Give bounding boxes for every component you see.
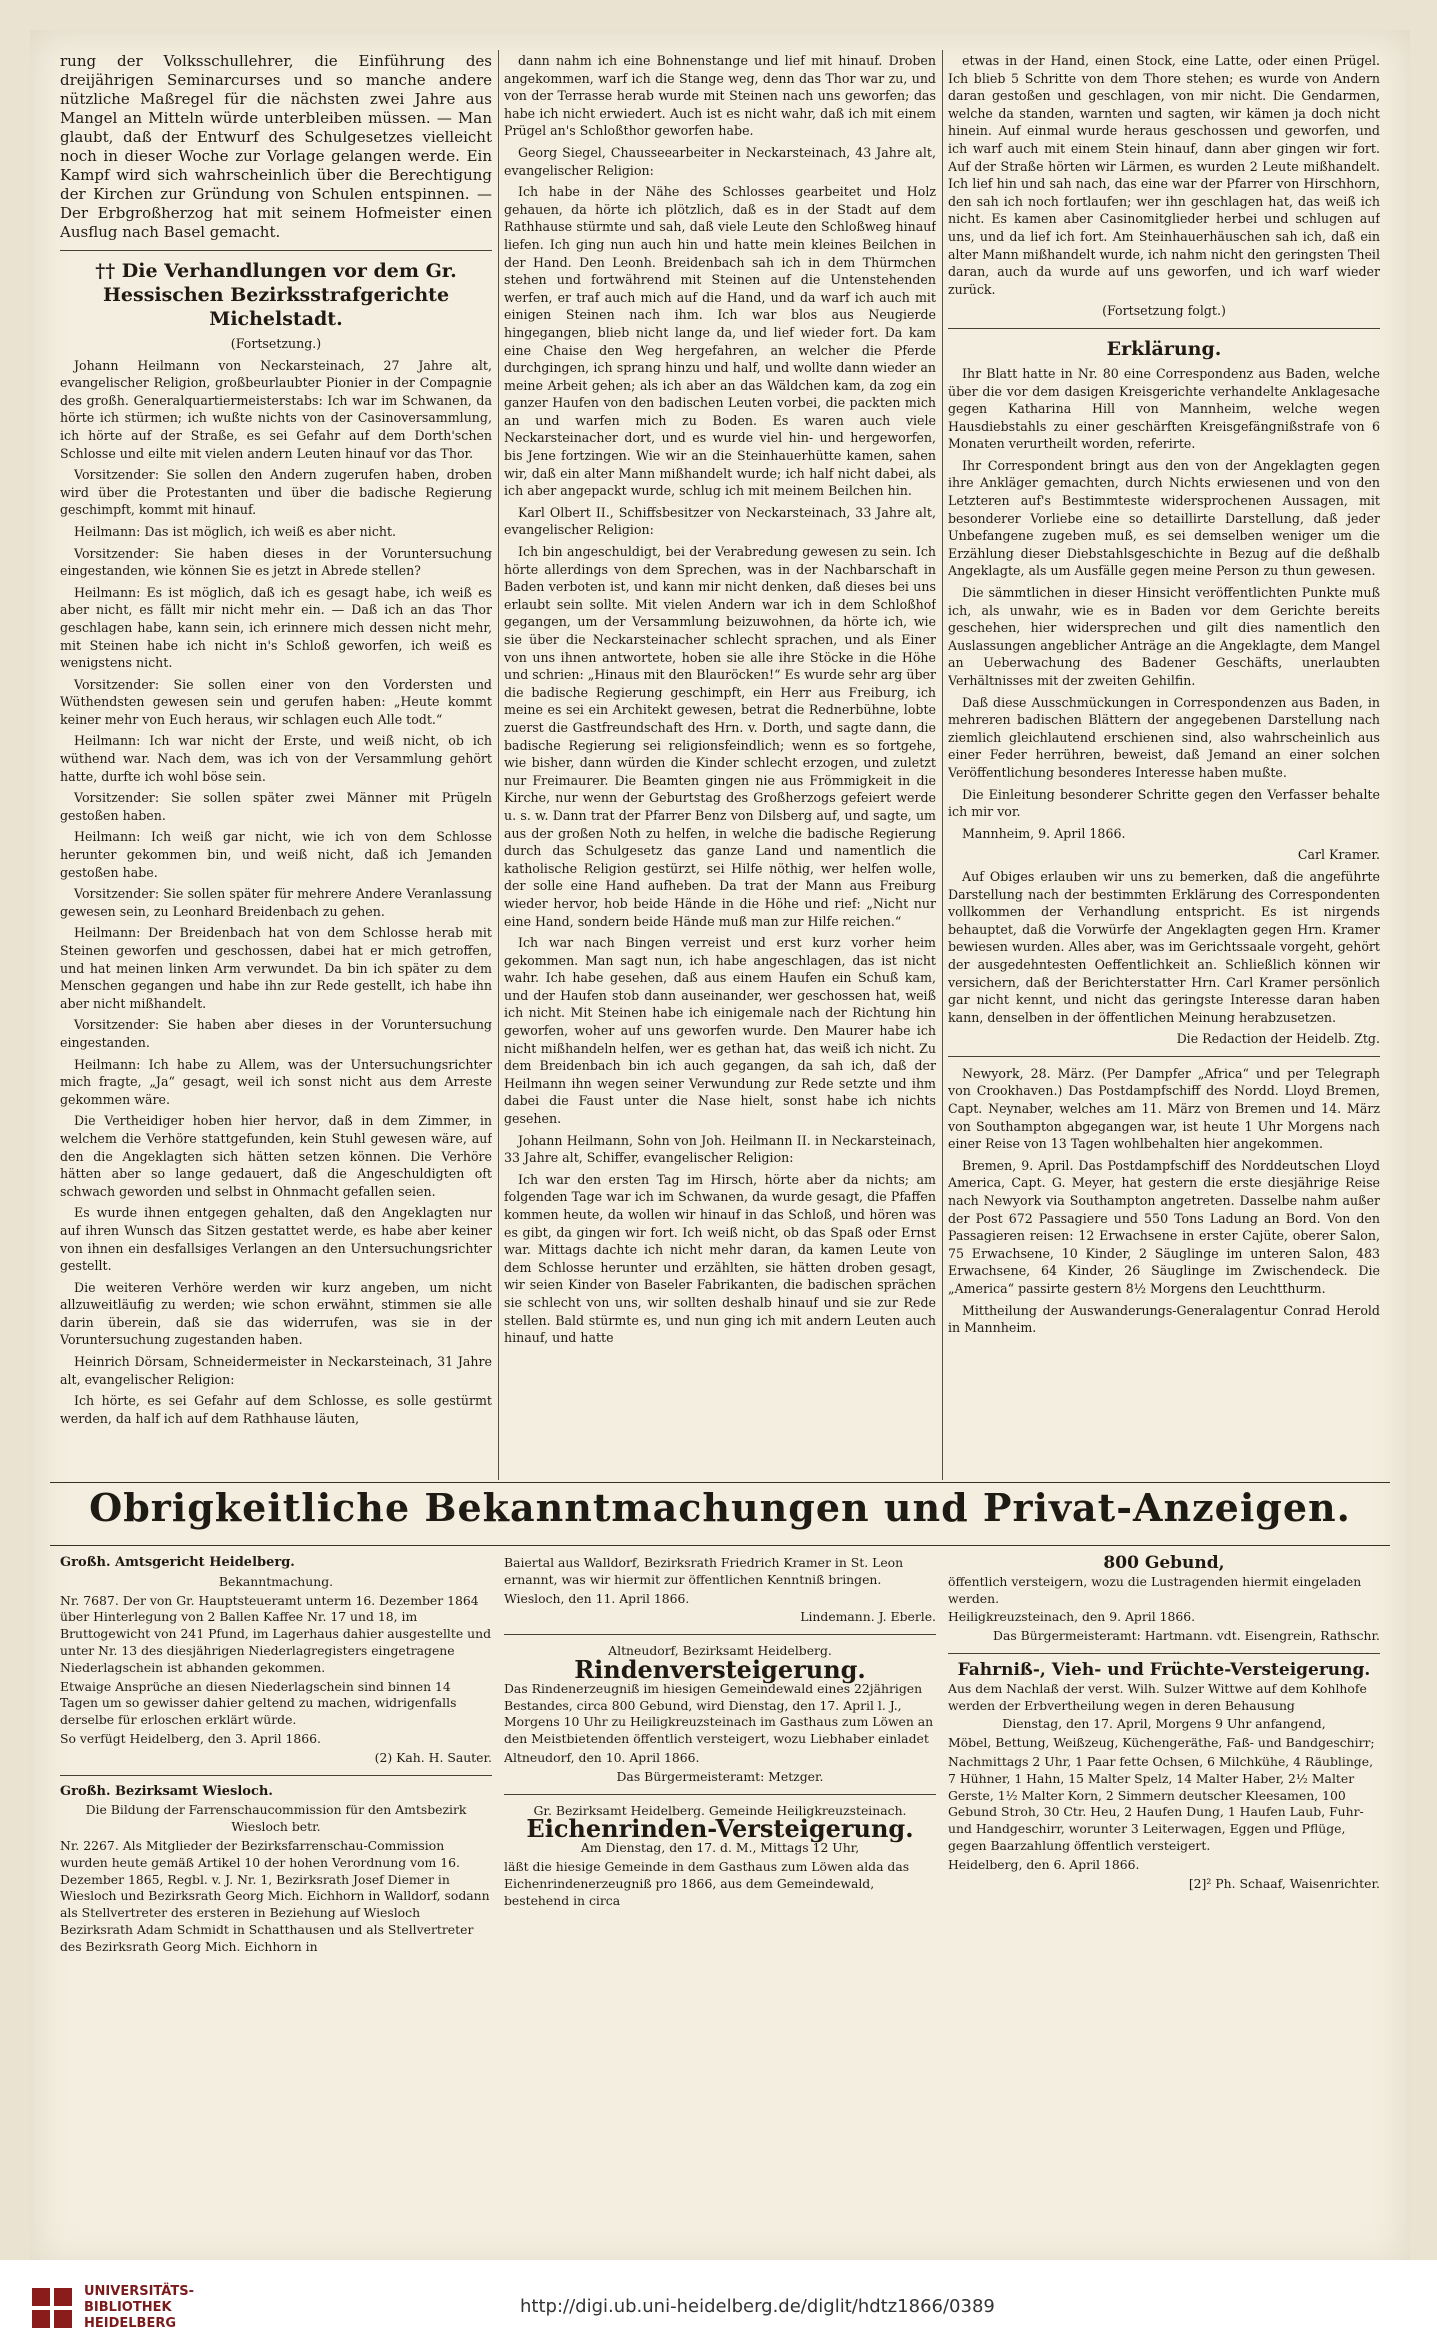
paragraph: Heilmann: Der Breidenbach hat von dem Schlosse herab mit Steinen geworfen und geschossen, dabei hat er mich getroffen, und hat meinen linken Arm verwundet. Da bin ich später zu dem Menschen gegangen und habe ihn zur Rede gestellt, ich habe ihn aber nicht mißhandelt. <box>60 925 492 1011</box>
notice-title: Rindenversteigerung. <box>574 1654 866 1684</box>
notice-signature: (2) Kah. H. Sauter. <box>374 1749 492 1765</box>
paragraph: Ich hörte, es sei Gefahr auf dem Schlosse, es solle gestürmt werden, da half ich auf dem Rathhause läuten, <box>60 1393 492 1426</box>
divider <box>948 1653 1380 1654</box>
notice-date: Heiligkreuzsteinach, den 9. April 1866. <box>948 1609 1196 1625</box>
continuation-note: (Fortsetzung folgt.) <box>1102 303 1226 319</box>
paragraph: Vorsitzender: Sie sollen später für mehrere Andere Veranlassung gewesen sein, zu Leonhard Breidenbach zu gehen. <box>60 886 492 919</box>
paragraph: Heilmann: Ich weiß gar nicht, wie ich von dem Schlosse herunter gekommen bin, und weiß nicht, daß ich Jemanden gestoßen habe. <box>60 829 492 880</box>
paragraph: Auf Obiges erlauben wir uns zu bemerken, daß die angeführte Darstellung nach der bestimmten Erklärung des Correspondenten vollkommen der Verhandlung entspricht. Es ist nirgends behauptet, daß die Vorwürfe der Angeklagten gegen Hrn. Kramer bewiesen wurden. Alles aber, was im Gerichtssaale vorgeht, gehört der ausgedehntesten Oeffentlichkeit an. Schließlich können wir versichern, daß der Berichterstatter Hrn. Carl Kramer persönlich gar nicht kennt, und nicht das geringste Interesse daran haben kann, denselben in der öffentlichen Meinung herabzusetzen. <box>948 868 1380 1025</box>
advertisement-banner: Obrigkeitliche Bekanntmachungen und Privat-Anzeigen. <box>89 1485 1351 1530</box>
notice-title: Eichenrinden-Versteigerung. <box>526 1814 914 1844</box>
paragraph: Karl Olbert II., Schiffsbesitzer von Neckarsteinach, 33 Jahre alt, evangelischer Religion: <box>504 504 936 538</box>
notice-date: Heidelberg, den 6. April 1866. <box>948 1856 1140 1872</box>
continuation-note: (Fortsetzung.) <box>230 336 322 351</box>
notice-date: Altneudorf, den 10. April 1866. <box>504 1749 700 1765</box>
column-rule <box>498 50 499 1480</box>
paragraph: Die sämmtlichen in dieser Hinsicht veröffentlichten Punkte muß ich, als unwahr, wie es in Baden vor dem Gerichte bereits geschehen, hier widersprechen und gilt dies namentlich den Auslassungen angeblicher Anträge an die Angeklagte, dem Mangel an Ueberwachung des Badener Geschäfts, unerlaubten Verhältnisses mit der zweiten Gehilfin. <box>948 585 1380 688</box>
news-item: Newyork, 28. März. (Per Dampfer „Africa“ und per Telegraph von Crookhaven.) Das Postdampfschiff des Nordd. Lloyd Bremen, Capt. Neynaber, welches am 11. März von Bremen und 14. März von Southampton abgegangen war, ist heute 1 Uhr Morgens nach einer Reise von 13 Tagen wohlbehalten hier angekommen. <box>948 1065 1380 1152</box>
paragraph: Daß diese Ausschmückungen in Correspondenzen aus Baden, in mehreren badischen Blättern der angegebenen Darstellung nach ziemlich gleichlautend erschienen sind, also wahrscheinlich aus einer Feder herrühren, beweist, daß Jemand an einer solchen Veröffentlichung besonderes Interesse haben mußte. <box>948 694 1380 780</box>
notice-text: Nr. 2267. Als Mitglieder der Bezirksfarrenschau-Commission wurden heute gemäß Artikel 10 der hohen Verordnung vom 16. Dezember 1865, Regbl. v. J. Nr. 1, Bezirksrath Josef Diemer in Wiesloch und Bezirksrath Georg Mich. Eichhorn in Walldorf, sodann als Stellvertreter des ersteren in Beziehung auf Wiesloch Bezirksrath Adam Schmidt in Schatthausen und als Stellvertreter des Bezirksrath Georg Mich. Eichhorn in <box>60 1837 490 1954</box>
notice-text: Nachmittags 2 Uhr, 1 Paar fette Ochsen, 6 Milchkühe, 4 Räublinge, 7 Hühner, 1 Hahn, 15 Malter Spelz, 14 Malter Haber, 2½ Malter Gerste, 1½ Malter Korn, 2 Simmern deutscher Kleesamen, 100 Gebund Stroh, 30 Ctr. Heu, 2 Haufen Dung, 1 Haufen Laub, Fuhr- und Handgeschirr, worunter 3 Leiterwagen, Eggen und Pflüge, gegen Baarzahlung öffentlich versteigert. <box>948 1753 1374 1853</box>
notice-date: Dienstag, den 17. April, Morgens 9 Uhr anfangend, <box>1002 1716 1326 1732</box>
section-divider <box>50 1545 1390 1546</box>
paragraph: Ich habe in der Nähe des Schlosses gearbeitet und Holz gehauen, da hörte ich plötzlich, daß es in der Stadt auf dem Rathhause stürmte und sah, daß viele Leute den Schloßweg hinauf liefen. Ich ging nun auch hin und hatte mein kleines Beilchen in der Hand. Den Leonh. Breidenbach sah ich in dem Thürmchen stehen und fortwährend mit Steinen auf die Untenstehenden werfen, er traf auch mich auf die Hand, und da warf ich auch mit einigen Steinen nach ihm. Ich war blos aus Neugierde hingegangen, blieb nicht lange da, und lief wieder fort. Da kam eine Chaise den Weg hergefahren, an welcher die Pferde durchgingen, ich sprang hinzu und half, und wollte dann wieder an meine Arbeit gehen; als ich aber an das Wäldchen kam, da zog ein ganzer Haufen von den badischen Leuten vorbei, die packten mich an und warfen mich zu Boden. Es waren auch viele Neckarsteinacher dort, und es wurde viel hin- und hergeworfen, bis Jene fortzingen. Wie wir an die Steinhauerhütte kamen, sahen wir, daß ein alter Mann mißhandelt wurde; ich half nicht dabei, als ich aber angepackt wurde, schlug ich mit meinem Beilchen hin. <box>504 184 936 499</box>
article-headline: †† Die Verhandlungen vor dem Gr. Hessischen Bezirksstrafgerichte Michelstadt. <box>95 260 457 330</box>
notice-authority: Großh. Bezirksamt Wiesloch. <box>60 1783 273 1799</box>
notice-date: Am Dienstag, den 17. d. M., Mittags 12 Uhr, <box>580 1840 860 1856</box>
paragraph: Heilmann: Ich habe zu Allem, was der Untersuchungsrichter mich fragte, „Ja“ gesagt, weil ich sonst nicht aus dem Arreste gekommen wäre. <box>60 1056 492 1107</box>
divider <box>60 250 492 251</box>
notice-text: Aus dem Nachlaß der verst. Wilh. Sulzer Wittwe auf dem Kohlhofe werden der Erbvertheilung wegen in deren Behausung <box>948 1680 1367 1713</box>
paragraph: Vorsitzender: Sie haben aber dieses in der Voruntersuchung eingestanden. <box>60 1017 492 1050</box>
notice-signature: Lindemann. J. Eberle. <box>800 1609 936 1625</box>
divider <box>948 328 1380 329</box>
notice-text: Das Rindenerzeugniß im hiesigen Gemeindewald eines 22jährigen Bestandes, circa 800 Gebund, wird Dienstag, den 17. April l. J., Morgens 10 Uhr zu Heiligkreuzsteinach im Gasthaus zum Löwen an den Meistbietenden öffentlich versteigert, wozu Liebhaber einladet <box>504 1680 934 1747</box>
paragraph: Vorsitzender: Sie sollen später zwei Männer mit Prügeln gestoßen haben. <box>60 790 492 823</box>
notice-signature: Das Bürgermeisteramt: Hartmann. vdt. Eisengrein, Rathschr. <box>993 1628 1380 1644</box>
paragraph: Vorsitzender: Sie sollen den Andern zugerufen haben, droben wird über die Protestanten und über die badische Regierung geschimpft, kommt mit hinauf. <box>60 467 492 518</box>
notice-title: Fahrniß-, Vieh- und Früchte-Versteigerung. <box>957 1659 1371 1680</box>
paragraph: Heinrich Dörsam, Schneidermeister in Neckarsteinach, 31 Jahre alt, evangelischer Religion: <box>60 1354 492 1387</box>
paragraph: dann nahm ich eine Bohnenstange und lief mit hinauf. Droben angekommen, warf ich die Stange weg, denn das Thor war zu, und von der Terrasse herab wurde mit Steinen nach uns geworfen; das habe ich nicht erwiedert. Auch ist es nicht wahr, daß ich mit einem Prügel an's Schloßthor geworfen habe. <box>504 53 936 139</box>
notice-subtitle: Die Bildung der Farrenschaucommission für den Amtsbezirk Wiesloch betr. <box>85 1802 467 1835</box>
paragraph: Die Einleitung besonderer Schritte gegen den Verfasser behalte ich mir vor. <box>948 786 1380 820</box>
section-title: Erklärung. <box>1106 337 1222 360</box>
ads-column-3 <box>948 1555 1380 2115</box>
signature: Die Redaction der Heidelb. Ztg. <box>1176 1031 1380 1047</box>
notice-text: Etwaige Ansprüche an diesen Niederlagschein sind binnen 14 Tagen um so gewisser dahier geltend zu machen, widrigenfalls derselbe für erloschen erklärt würde. <box>60 1678 457 1728</box>
paragraph: Die Vertheidiger hoben hier hervor, daß in dem Zimmer, in welchem die Verhöre stattgefunden, kein Stuhl gewesen wäre, auf den die Angeklagten sich hätten setzen können. Die Verhöre hätten aber so lange gedauert, daß die Angeschuldigten oft schwach geworden und selbst in Ohnmacht gefallen seien. <box>60 1113 492 1199</box>
notice-signature: Das Bürgermeisteramt: Metzger. <box>616 1768 824 1784</box>
divider <box>504 1794 936 1795</box>
notice-date: So verfügt Heidelberg, den 3. April 1866. <box>60 1730 321 1746</box>
notice-text: Baiertal aus Walldorf, Bezirksrath Friedrich Kramer in St. Leon ernannt, was wir hiermit zur öffentlichen Kenntniß bringen. <box>504 1555 904 1587</box>
notice-authority: Gr. Bezirksamt Heidelberg. Gemeinde Heiligkreuzsteinach. <box>533 1802 907 1818</box>
library-name: UNIVERSITÄTS- BIBLIOTHEK HEIDELBERG <box>84 2284 194 2331</box>
permalink[interactable]: http://digi.ub.uni-heidelberg.de/diglit/hdtz1866/0389 <box>520 2296 995 2317</box>
digitization-footer <box>0 2260 1437 2350</box>
paragraph: Vorsitzender: Sie sollen einer von den Vordersten und Wüthendsten gewesen sein und gerufen haben: „Heute kommt keiner mehr von Euch heraus, wir schlagen euch Alle todt.“ <box>60 676 492 727</box>
notice-subtitle: Bekanntmachung. <box>218 1573 334 1589</box>
notice-authority: Altneudorf, Bezirksamt Heidelberg. <box>608 1643 832 1659</box>
paragraph: Es wurde ihnen entgegen gehalten, daß den Angeklagten nur auf ihren Wunsch das Sitzen gestattet werde, es habe aber keiner von ihnen ein desfallsiges Verlangen an den Untersuchungsrichter gestellt. <box>60 1205 492 1274</box>
column-1 <box>60 52 492 1482</box>
column-rule <box>942 50 943 1480</box>
notice-signature: [2]² Ph. Schaaf, Waisenrichter. <box>1188 1875 1380 1891</box>
paragraph: Ihr Correspondent bringt aus den von der Angeklagten gegen ihre Ankläger gemachten, durch Nichts erwiesenen und von den Letzteren auf's Bestimmteste widersprochenen Aussagen, mit besonderer Vorliebe eine so detaillirte Darstellung, daß jeder Unbefangene zugeben muß, es sei demselben weniger um die Erzählung dieser Diebstahlsgeschichte in Bezug auf die deßhalb Angeklagte, als um Ausfälle gegen meine Person zu thun gewesen. <box>948 457 1380 579</box>
ads-column-1 <box>60 1555 492 2115</box>
signature: Carl Kramer. <box>1297 847 1380 863</box>
paragraph: Heilmann: Das ist möglich, ich weiß es aber nicht. <box>74 523 397 539</box>
divider <box>948 1056 1380 1057</box>
paragraph: Johann Heilmann von Neckarsteinach, 27 Jahre alt, evangelischer Religion, großbeurlaubter Pionier in der Compagnie des großh. Generalquartiermeisterstabs: Ich war im Schwanen, da hörte ich stürmen; ich wußte nichts von der Casinoversammlung, ich hörte auf der Straße, es sei Gefahr auf dem Dorth'schen Schlosse und eilte mit vielen andern Leuten hinauf vor das Thor. <box>60 357 492 461</box>
library-logo-icon <box>30 2286 74 2330</box>
paragraph: Heilmann: Es ist möglich, daß ich es gesagt habe, ich weiß es aber nicht, es fällt mir nicht mehr ein. — Daß ich an das Thor geschlagen habe, kann sein, ich erinnere mich dessen nicht mehr, mit Steinen habe ich nicht in's Schloß geworfen, ich weiß es wenigstens nicht. <box>60 584 492 671</box>
column-2 <box>504 52 936 1482</box>
newspaper-page <box>30 30 1410 2270</box>
section-divider <box>50 1482 1390 1483</box>
ads-column-2 <box>504 1555 936 2115</box>
notice-text: Nr. 7687. Der von Gr. Hauptsteueramt unterm 16. Dezember 1864 über Hinterlegung von 2 Ballen Kaffee Nr. 17 und 18, im Bruttogewicht von 241 Pfund, im Lagerhaus dahier ausgestellte und unter Nr. 13 des diesjährigen Niederlagregisters eingetragene Niederlagschein ist abhanden gekommen. <box>60 1592 492 1675</box>
paragraph: Heilmann: Ich war nicht der Erste, und weiß nicht, ob ich wüthend war. Nach dem, was ich von der Versammlung gehört hatte, durfte ich wohl böse sein. <box>60 733 492 784</box>
paragraph: Ich war nach Bingen verreist und erst kurz vorher heim gekommen. Man sagt nun, ich habe angeschlagen, das ist nicht wahr. Ich habe gesehen, daß aus einem Haufen ein Schuß kam, und der Haufen stob dann auseinander, wer geschossen hat, weiß ich nicht. Mit Steinen habe ich einigemale nach der Richtung hin geworfen, woher auf uns geworfen wurde. Den Maurer habe ich nicht mißhandeln helfen, wer es gethan hat, das weiß ich nicht. Zu dem Breidenbach bin ich auch gegangen, da sah ich, daß der Heilmann ihn wegen seiner Verwundung zur Rede setzte und ihm dabei die Faust unter die Nase hielt, sonst habe ich nichts gesehen. <box>504 935 936 1127</box>
paragraph: etwas in der Hand, einen Stock, eine Latte, oder einen Prügel. Ich blieb 5 Schritte von dem Thore stehen; es wurde von Andern daran gestoßen und geschlagen, von mir nicht. Die Gendarmen, welche da standen, warnten und sagten, wir kämen ja doch nicht hinein. Auf einmal wurde heraus geschossen und geworfen, und ich warf auch mit einem Stein hinauf, dann aber gingen wir fort. Auf der Straße hörten wir Lärmen, es wurden 2 Leute mißhandelt. Ich lief hin und sah nach, das eine war der Pfarrer von Hirschhorn, den sah ich noch fortlaufen; wer ihn geschlagen hat, das weiß ich nicht. Es kamen aber Casinomitglieder herbei und schlugen auf uns, und da lief ich fort. Am Steinhauerhäuschen sah ich, daß ein alter Mann mißhandelt wurde, ich nahm nicht den geringsten Theil daran, auch da wurde auf uns geworfen, und ich warf wieder zurück. <box>948 53 1380 297</box>
paragraph: Die weiteren Verhöre werden wir kurz angeben, um nicht allzuweitläufig zu werden; wie schon erwähnt, stimmen sie alle darin überein, daß sie das widerrufen, was sie in der Voruntersuchung zugestanden haben. <box>60 1279 492 1348</box>
notice-text: Möbel, Bettung, Weißzeug, Küchengeräthe, Faß- und Bandgeschirr; <box>948 1735 1375 1751</box>
divider <box>60 1775 492 1776</box>
paragraph: Vorsitzender: Sie haben dieses in der Voruntersuchung eingestanden, wie können Sie es jetzt in Abrede stellen? <box>60 545 492 579</box>
column-3 <box>948 52 1380 1482</box>
notice-text: öffentlich versteigern, wozu die Lustragenden hiermit eingeladen werden. <box>948 1573 1362 1606</box>
paragraph: Georg Siegel, Chausseearbeiter in Neckarsteinach, 43 Jahre alt, evangelischer Religion: <box>504 144 936 178</box>
paragraph: Ich war den ersten Tag im Hirsch, hörte aber da nichts; am folgenden Tage war ich im Schwanen, da wurde gesagt, die Pfaffen kommen heute, da wollen wir hinauf in das Schloß, und hören was es gibt, da gingen wir fort. Ich weiß nicht, ob das Spaß oder Ernst war. Mittags dachte ich nicht mehr daran, da kamen Leute von dem Schlosse herunter und erzählten, sie hätten droben gesagt, wir seien Kinder von Baseler Fabrikanten, die badischen sprächen sie schlecht von uns, wir sollten deshalb hinauf und sie zur Rede stellen. Bald stürmte es, und nun ging ich mit andern Leuten auch hinauf, und hatte <box>504 1171 936 1346</box>
news-item: Mittheilung der Auswanderungs-Generalagentur Conrad Herold in Mannheim. <box>948 1302 1380 1336</box>
paragraph: Ich bin angeschuldigt, bei der Verabredung gewesen zu sein. Ich hörte allerdings von dem Sprechen, was in der Nachbarschaft in Baden verboten ist, und kann mir nicht denken, daß dieses bei uns erlaubt sein sollte. Mit vielen Andern war ich in dem Schloßhof gegangen, um der Versammlung beizuwohnen, da hörte ich, wie sie über die Neckarsteinacher schlecht sprachen, und als Einer von uns ihnen antwortete, hoben sie alle ihre Stöcke in die Höhe und schrien: „Hinaus mit den Blauröcken!“ Es wurde sehr arg über die badische Regierung geschimpft, ein Herr aus Freiburg, ich meine es sei ein Architekt gewesen, betrat die Rednerbühne, lobte zuerst die Gastfreundschaft des Hrn. v. Dorth, und sagte dann, die badische Regierung sei religionsfeindlich; wenn es so fortgehe, wie bisher, dann würden die Kinder schlecht erzogen, und zuletzt nur Freimaurer. Die Beamten gingen nie aus Frömmigkeit in die Kirche, nur wenn der Geburtstag des Großherzogs gefeiert werde u. s. w. Dann trat der Pfarrer Benz von Dilsberg auf, und sagte, um aus der großen Noth zu helfen, in welche die badische Regierung durch das Schulgesetz das ganze Land und namentlich die katholische Religion gestürzt, sei Hilfe nöthig, wer helfen wolle, der solle eine Hand aufheben. Da trat der Mann aus Freiburg wieder hervor, hob beide Hände in die Höhe und rief: „Nicht nur eine Hand, sondern beide Hände muß man zur Hilfe reichen.“ <box>504 544 936 929</box>
notice-authority: Großh. Amtsgericht Heidelberg. <box>60 1555 295 1570</box>
divider <box>504 1634 936 1635</box>
paragraph: Ihr Blatt hatte in Nr. 80 eine Correspondenz aus Baden, welche über die vor dem dasigen Kreisgerichte verhandelte Anklagesache gegen Katharina Hill von Mannheim, welche wegen Hausdiebstahls zu einer geschärften Kreisgefängnißstrafe von 6 Monaten verurtheilt worden, referirte. <box>948 365 1380 452</box>
paragraph: Johann Heilmann, Sohn von Joh. Heilmann II. in Neckarsteinach, 33 Jahre alt, Schiffer, evangelischer Religion: <box>504 1132 936 1166</box>
news-item: Bremen, 9. April. Das Postdampfschiff des Norddeutschen Lloyd America, Capt. G. Meyer, hat gestern die erste diesjährige Reise nach Newyork via Southampton angetreten. Dasselbe nahm außer der Post 672 Passagiere und 550 Tons Ladung an Bord. Von den Passagieren reisen: 12 Erwachsene in erster Cajüte, oberer Salon, 75 Erwachsene, 10 Kinder, 2 Säuglinge im unteren Salon, 483 Erwachsene, 64 Kinder, 26 Säuglinge im Zwischendeck. Die „America“ passirte gestern 8½ Morgens den Leuchtthurm. <box>948 1157 1380 1296</box>
dateline: Mannheim, 9. April 1866. <box>962 825 1126 841</box>
article-text: rung der Volksschullehrer, die Einführung des dreijährigen Seminarcurses und so manche andere nützliche Maßregel für die nächsten zwei Jahre aus Mangel an Mitteln würde unterbleiben müssen. — Man glaubt, daß der Entwurf des Schulgesetzes vielleicht noch in dieser Woche zur Vorlage gelangen werde. Ein Kampf wird sich wahrscheinlich über die Berechtigung der Kirchen zur Gründung von Schulen entspinnen. — Der Erbgroßherzog hat mit seinem Hofmeister einen Ausflug nach Basel gemacht. <box>60 52 492 241</box>
notice-date: Wiesloch, den 11. April 1866. <box>504 1590 690 1606</box>
notice-text: läßt die hiesige Gemeinde in dem Gasthaus zum Löwen alda das Eichenrindenerzeugniß pro 1866, aus dem Gemeindewald, bestehend in circa <box>504 1858 910 1908</box>
notice-title: 800 Gebund, <box>1103 1555 1225 1573</box>
